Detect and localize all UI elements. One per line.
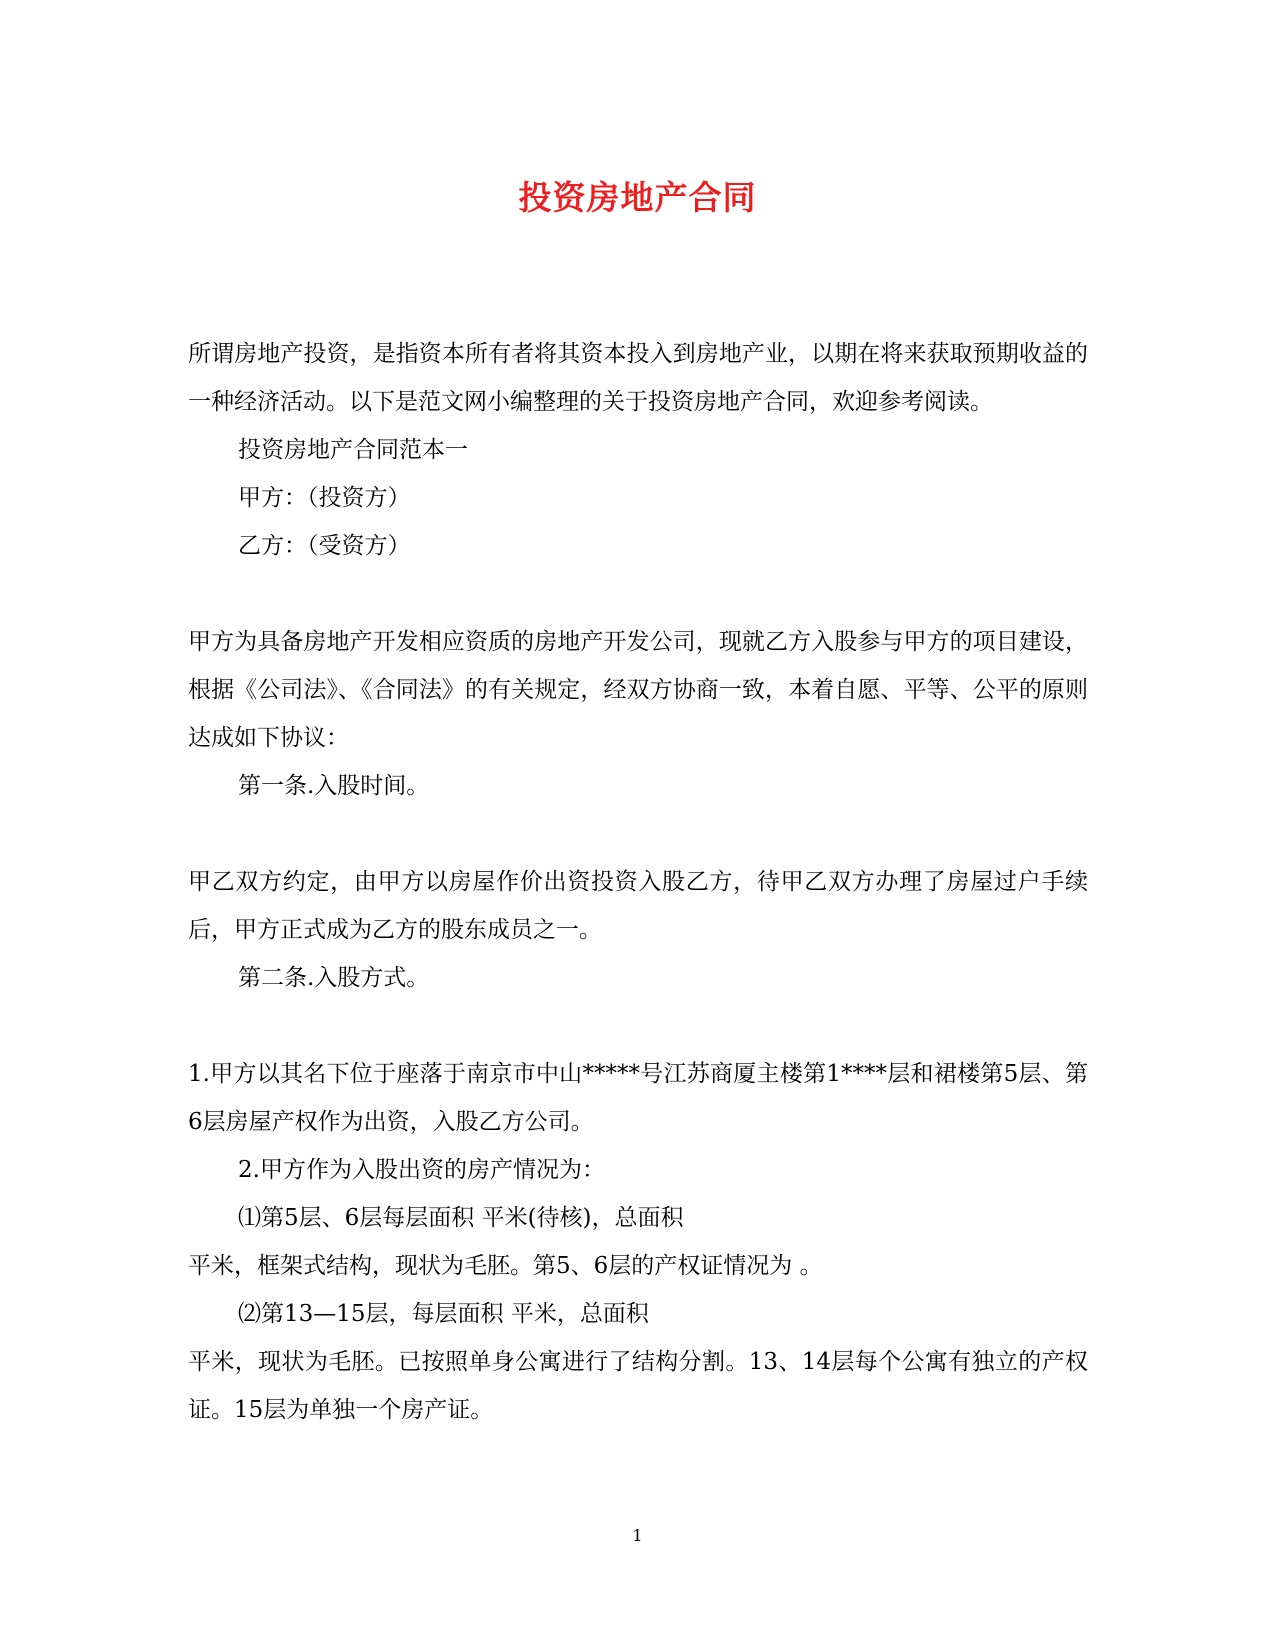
preamble-paragraph: 甲方为具备房地产开发相应资质的房地产开发公司，现就乙方入股参与甲方的项目建设，根据《公司法》、《合同法》的有关规定，经双方协商一致，本着自愿、平等、公平的原则达成如下协议： bbox=[188, 629, 1088, 751]
page-number: 1 bbox=[632, 1526, 643, 1545]
party-b-line: 乙方：（受资方） bbox=[238, 533, 411, 559]
article-1-paragraph: 甲乙双方约定，由甲方以房屋作价出资投资入股乙方，待甲乙双方办理了房屋过户手续后，甲方正式成为乙方的股东成员之一。 bbox=[188, 869, 1088, 943]
paragraph-spacer bbox=[188, 570, 1088, 618]
intro-paragraph: 所谓房地产投资，是指资本所有者将其资本投入到房地产业，以期在将来获取预期收益的一种经济活动。以下是范文网小编整理的关于投资房地产合同，欢迎参考阅读。 bbox=[188, 341, 1088, 415]
paragraph-spacer bbox=[188, 810, 1088, 858]
document-title: 投资房地产合同 bbox=[518, 178, 757, 217]
party-a-line: 甲方：（投资方） bbox=[238, 485, 411, 511]
clause-1-paragraph: 1.甲方以其名下位于座落于南京市中山*****号江苏商厦主楼第1****层和裙楼第5层、第6层房屋产权作为出资，入股乙方公司。 bbox=[188, 1061, 1088, 1135]
article-2-heading: 第二条.入股方式。 bbox=[238, 965, 430, 991]
clause-2-item-2-line-1: ⑵第13—15层，每层面积 平米，总面积 bbox=[238, 1301, 649, 1327]
clause-2-item-1-line-1: ⑴第5层、6层每层面积 平米(待核)，总面积 bbox=[238, 1205, 684, 1231]
clause-2-item-1-line-2: 平米，框架式结构，现状为毛胚。第5、6层的产权证情况为 。 bbox=[188, 1253, 823, 1279]
article-1-heading: 第一条.入股时间。 bbox=[238, 773, 430, 799]
clause-2-item-2-line-2: 平米，现状为毛胚。已按照单身公寓进行了结构分割。13、14层每个公寓有独立的产权证。15层为单独一个房产证。 bbox=[188, 1349, 1088, 1423]
document-body bbox=[188, 330, 1088, 1434]
clause-2-heading: 2.甲方作为入股出资的房产情况为： bbox=[238, 1157, 605, 1183]
contract-sample-heading: 投资房地产合同范本一 bbox=[238, 437, 468, 463]
paragraph-spacer bbox=[188, 1002, 1088, 1050]
